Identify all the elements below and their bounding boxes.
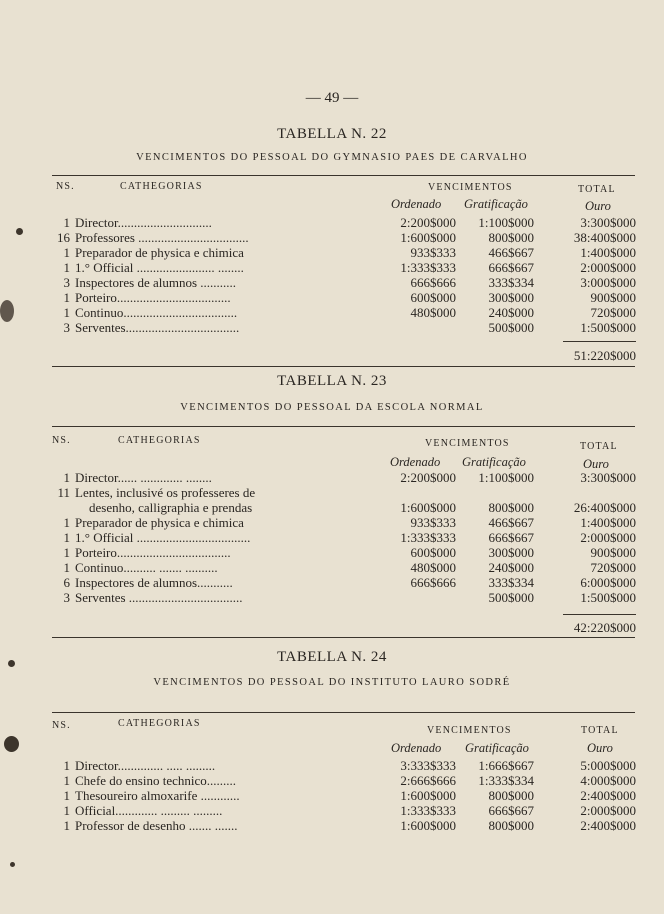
row-qty: 1 [63,758,70,773]
sub-ouro: Ouro [585,199,611,213]
table-subtitle: VENCIMENTOS DO PESSOAL DO INSTITUTO LAURO SODRÉ [153,677,511,688]
row-label: 1.° Official ........................ ........ [75,260,244,275]
row-gratificacao: 666$667 [488,260,534,275]
col-vencimentos: VENCIMENTOS [428,182,513,193]
row-ordenado: 1:333$333 [400,803,456,818]
row-ordenado: 2:666$666 [400,773,456,788]
row-label: Inspectores de alumnos ........... [75,275,237,290]
table-row [0,560,664,575]
table-row [0,590,664,605]
table-subtitle: VENCIMENTOS DO PESSOAL DA ESCOLA NORMAL [180,402,484,413]
row-gratificacao: 466$667 [488,515,534,530]
row-label: Professores .................................. [75,230,249,245]
sum-rule [563,614,636,615]
row-label: Continuo.......... ....... .......... [75,560,218,575]
ink-spot [4,736,19,752]
row-total: 38:400$000 [573,230,636,245]
row-label: Director.............. ..... ......... [75,758,216,773]
table-row [0,515,664,530]
row-gratificacao: 1:100$000 [478,470,534,485]
row-qty: 1 [63,530,70,545]
col-cathegorias: CATHEGORIAS [118,435,201,446]
row-qty: 1 [63,560,70,575]
table-subtitle: VENCIMENTOS DO PESSOAL DO GYMNASIO PAES DE CARVALHO [136,152,528,163]
row-total: 4:000$000 [580,773,636,788]
row-gratificacao: 333$334 [488,575,534,590]
row-ordenado: 600$000 [410,290,456,305]
table-row [0,500,664,515]
table-row [0,290,664,305]
row-label: Serventes................................... [75,320,240,335]
row-gratificacao: 1:666$667 [478,758,534,773]
grand-total: 42:220$000 [573,620,636,635]
table-row [0,245,664,260]
row-ordenado: 1:600$000 [400,230,456,245]
row-gratificacao: 800$000 [488,788,534,803]
row-total: 3:300$000 [580,470,636,485]
row-total: 2:000$000 [580,260,636,275]
row-qty: 1 [63,290,70,305]
row-total: 5:000$000 [580,758,636,773]
row-total: 720$000 [590,305,636,320]
row-qty: 3 [63,275,70,290]
row-ordenado: 2:200$000 [400,470,456,485]
row-label: Professor de desenho ....... ....... [75,818,238,833]
row-qty: 1 [63,788,70,803]
row-qty: 1 [63,305,70,320]
row-gratificacao: 666$667 [488,803,534,818]
row-qty: 1 [63,545,70,560]
col-total: TOTAL [580,441,618,452]
table-row [0,230,664,245]
table-row [0,275,664,290]
row-total: 6:000$000 [580,575,636,590]
col-cathegorias: CATHEGORIAS [120,181,203,192]
row-qty: 1 [63,515,70,530]
sum-rule [563,341,636,342]
table-row [0,758,664,773]
sub-ouro: Ouro [587,741,613,755]
table-row [0,545,664,560]
header-rule [52,426,635,427]
row-label: Preparador de physica e chimica [75,515,244,530]
footer-rule [52,366,635,367]
row-ordenado: 600$000 [410,545,456,560]
row-ordenado: 1:600$000 [400,788,456,803]
page-number: — 49 — [305,90,359,106]
table-row [0,773,664,788]
row-gratificacao: 500$000 [488,320,534,335]
table-row [0,215,664,230]
row-ordenado: 666$666 [410,575,456,590]
table-row [0,575,664,590]
row-label: desenho, calligraphia e prendas [89,500,253,515]
row-ordenado: 3:333$333 [400,758,456,773]
row-label: Inspectores de alumnos........... [75,575,233,590]
row-qty: 1 [63,260,70,275]
col-total: TOTAL [581,725,619,736]
sub-ordenado: Ordenado [390,455,441,469]
row-total: 1:400$000 [580,245,636,260]
row-total: 2:000$000 [580,530,636,545]
row-qty: 1 [63,818,70,833]
sub-ordenado: Ordenado [391,741,442,755]
row-ordenado: 1:333$333 [400,260,456,275]
row-total: 26:400$000 [573,500,636,515]
table-row [0,260,664,275]
row-total: 3:000$000 [580,275,636,290]
row-gratificacao: 800$000 [488,230,534,245]
row-total: 900$000 [590,290,636,305]
row-label: 1.° Official ................................... [75,530,251,545]
table-row [0,788,664,803]
col-ns: NS. [52,435,71,446]
row-label: Porteiro................................... [75,290,231,305]
row-qty: 11 [57,485,70,500]
row-gratificacao: 300$000 [488,290,534,305]
col-vencimentos: VENCIMENTOS [427,725,512,736]
table-row [0,470,664,485]
row-ordenado: 2:200$000 [400,215,456,230]
col-cathegorias: CATHEGORIAS [118,718,201,729]
row-gratificacao: 466$667 [488,245,534,260]
row-label: Porteiro................................... [75,545,231,560]
row-total: 1:500$000 [580,590,636,605]
row-label: Thesoureiro almoxarife ............ [75,788,240,803]
row-total: 2:400$000 [580,818,636,833]
row-total: 3:300$000 [580,215,636,230]
row-qty: 16 [57,230,70,245]
grand-total: 51:220$000 [573,348,636,363]
row-gratificacao: 240$000 [488,305,534,320]
row-ordenado: 1:333$333 [400,530,456,545]
sub-ordenado: Ordenado [391,197,442,211]
row-label: Official............. ......... ......... [75,803,223,818]
row-qty: 1 [63,215,70,230]
row-label: Director............................. [75,215,212,230]
table-row [0,818,664,833]
row-ordenado: 480$000 [410,560,456,575]
row-gratificacao: 333$334 [488,275,534,290]
table-title: TABELLA N. 22 [277,126,387,142]
table-row [0,803,664,818]
sub-ouro: Ouro [583,457,609,471]
row-qty: 1 [63,803,70,818]
row-ordenado: 480$000 [410,305,456,320]
row-label: Serventes ................................... [75,590,243,605]
col-vencimentos: VENCIMENTOS [425,438,510,449]
row-qty: 1 [63,773,70,788]
row-total: 2:400$000 [580,788,636,803]
ink-spot [10,862,15,867]
row-ordenado: 933$333 [410,515,456,530]
row-gratificacao: 300$000 [488,545,534,560]
header-rule [52,175,635,176]
table-row [0,305,664,320]
table-row [0,530,664,545]
col-total: TOTAL [578,184,616,195]
row-ordenado: 666$666 [410,275,456,290]
col-ns: NS. [56,181,75,192]
row-gratificacao: 1:100$000 [478,215,534,230]
col-ns: NS. [52,720,71,731]
footer-rule [52,637,635,638]
table-title: TABELLA N. 23 [277,373,387,389]
header-rule [52,712,635,713]
row-gratificacao: 500$000 [488,590,534,605]
row-ordenado: 933$333 [410,245,456,260]
row-label: Director...... ............. ........ [75,470,212,485]
row-qty: 1 [63,470,70,485]
row-gratificacao: 666$667 [488,530,534,545]
row-ordenado: 1:600$000 [400,818,456,833]
table-title: TABELLA N. 24 [277,649,387,665]
row-total: 720$000 [590,560,636,575]
row-gratificacao: 800$000 [488,500,534,515]
row-total: 900$000 [590,545,636,560]
row-total: 1:500$000 [580,320,636,335]
row-ordenado: 1:600$000 [400,500,456,515]
row-label: Continuo................................... [75,305,238,320]
row-total: 2:000$000 [580,803,636,818]
row-label: Chefe do ensino technico......... [75,773,237,788]
row-qty: 6 [63,575,70,590]
row-gratificacao: 800$000 [488,818,534,833]
row-qty: 3 [63,590,70,605]
row-gratificacao: 240$000 [488,560,534,575]
table-row [0,320,664,335]
sub-gratificacao: Gratificação [462,455,526,469]
row-label: Lentes, inclusivé os professeres de [75,485,256,500]
sub-gratificacao: Gratificação [465,741,529,755]
row-gratificacao: 1:333$334 [478,773,534,788]
row-qty: 1 [63,245,70,260]
sub-gratificacao: Gratificação [464,197,528,211]
row-total: 1:400$000 [580,515,636,530]
table-row [0,485,664,500]
row-qty: 3 [63,320,70,335]
row-label: Preparador de physica e chimica [75,245,244,260]
